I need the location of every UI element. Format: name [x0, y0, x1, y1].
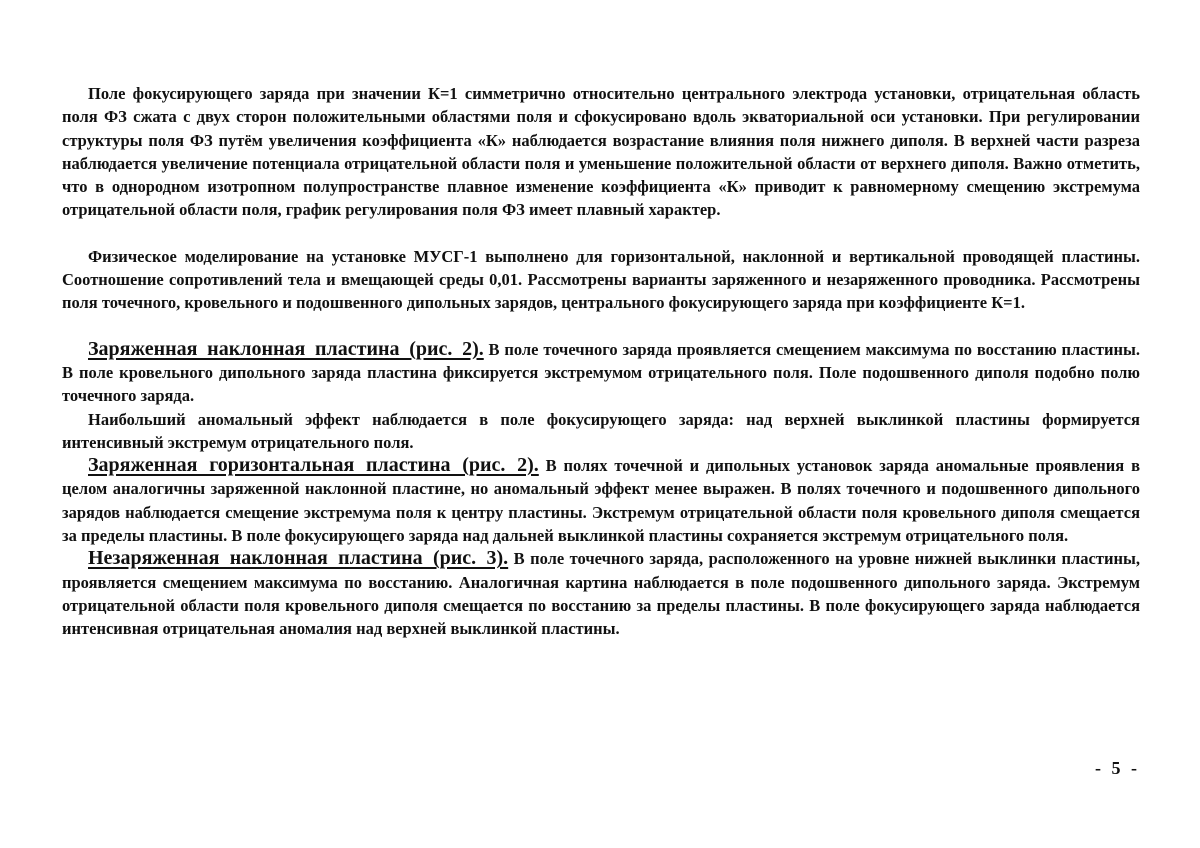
document-body [62, 82, 1140, 641]
paragraph-text: В полях точечной и дипольных установок заряда аномальные проявления в целом аналогичны заряженной наклонной пластине, но аномальный эффект менее выражен. В полях точечного и подошвенного дипольного зарядов наблюдается смещение экстремума поля к центру пластины. Экстремум отрицательной области поля кровельного диполя смещается за пределы пластины. В поле фокусирующего заряда над дальней выклинкой пластины сохраняется экстремум отрицательного поля. [62, 456, 1140, 546]
paragraph-physical-modeling: Физическое моделирование на установке МУСГ-1 выполнено для горизонтальной, наклонной и вертикальной проводящей пластины. Соотношение сопротивлений тела и вмещающей среды 0,01. Рассмотрены варианты заряженного и незаряженного проводника. Рассмотрены поля точечного, кровельного и подошвенного дипольных зарядов, центрального фокусирующего заряда при коэффициенте К=1. [62, 246, 1140, 313]
paragraph-text: В поле точечного заряда, расположенного на уровне нижней выклинки пластины, проявляется смещением максимума по восстанию. Аналогичная картина наблюдается в поле подошвенного дипольного заряда. Экстремум отрицательной области поля кровельного диполя смещается по восстанию за пределы пластины. В поле фокусирующего заряда наблюдается интенсивная отрицательная аномалия над верхней выклинкой пластины. [62, 549, 1140, 639]
paragraph-text: В поле точечного заряда проявляется смещением максимума по восстанию пластины. В поле кровельного дипольного заряда пластина фиксируется экстремумом отрицательного поля. Поле подошвенного диполя подобно полю точечного заряда. [62, 339, 1141, 406]
paragraph-uncharged-inclined-plate [62, 547, 1140, 640]
section-heading-uncharged-inclined: Незаряженная наклонная пластина (рис. 3). [88, 547, 509, 570]
paragraph-anomaly-effect: Наибольший аномальный эффект наблюдается в поле фокусирующего заряда: над верхней выклинкой пластины формируется интенсивный экстремум отрицательного поля. [62, 409, 1140, 452]
paragraph-charged-horizontal-plate [62, 454, 1140, 547]
paragraph-charged-inclined-plate [62, 338, 1140, 408]
section-heading-charged-inclined: Заряженная наклонная пластина (рис. 2). [88, 337, 484, 360]
spacer [62, 315, 1140, 338]
page-number: - 5 - [1095, 758, 1140, 778]
paragraph-focusing-charge: Поле фокусирующего заряда при значении К=1 симметрично относительно центрального электрода установки, отрицательная область поля ФЗ сжата с двух сторон положительными областями поля и сфокусировано вдоль экваториальной оси установки. При регулировании структуры поля ФЗ путём увеличения коэффициента «К» наблюдается возрастание влияния поля нижнего диполя. В верхней части разреза наблюдается увеличение потенциала отрицательной области поля и уменьшение положительной области от верхнего диполя. Важно отметить, что в однородном изотропном полупространстве плавное изменение коэффициента «К» приводит к равномерному смещению экстремума отрицательной области поля, график регулирования поля ФЗ имеет плавный характер. [62, 84, 1140, 220]
spacer [62, 222, 1140, 245]
section-heading-charged-horizontal: Заряженная горизонтальная пластина (рис. 2). [88, 454, 539, 477]
